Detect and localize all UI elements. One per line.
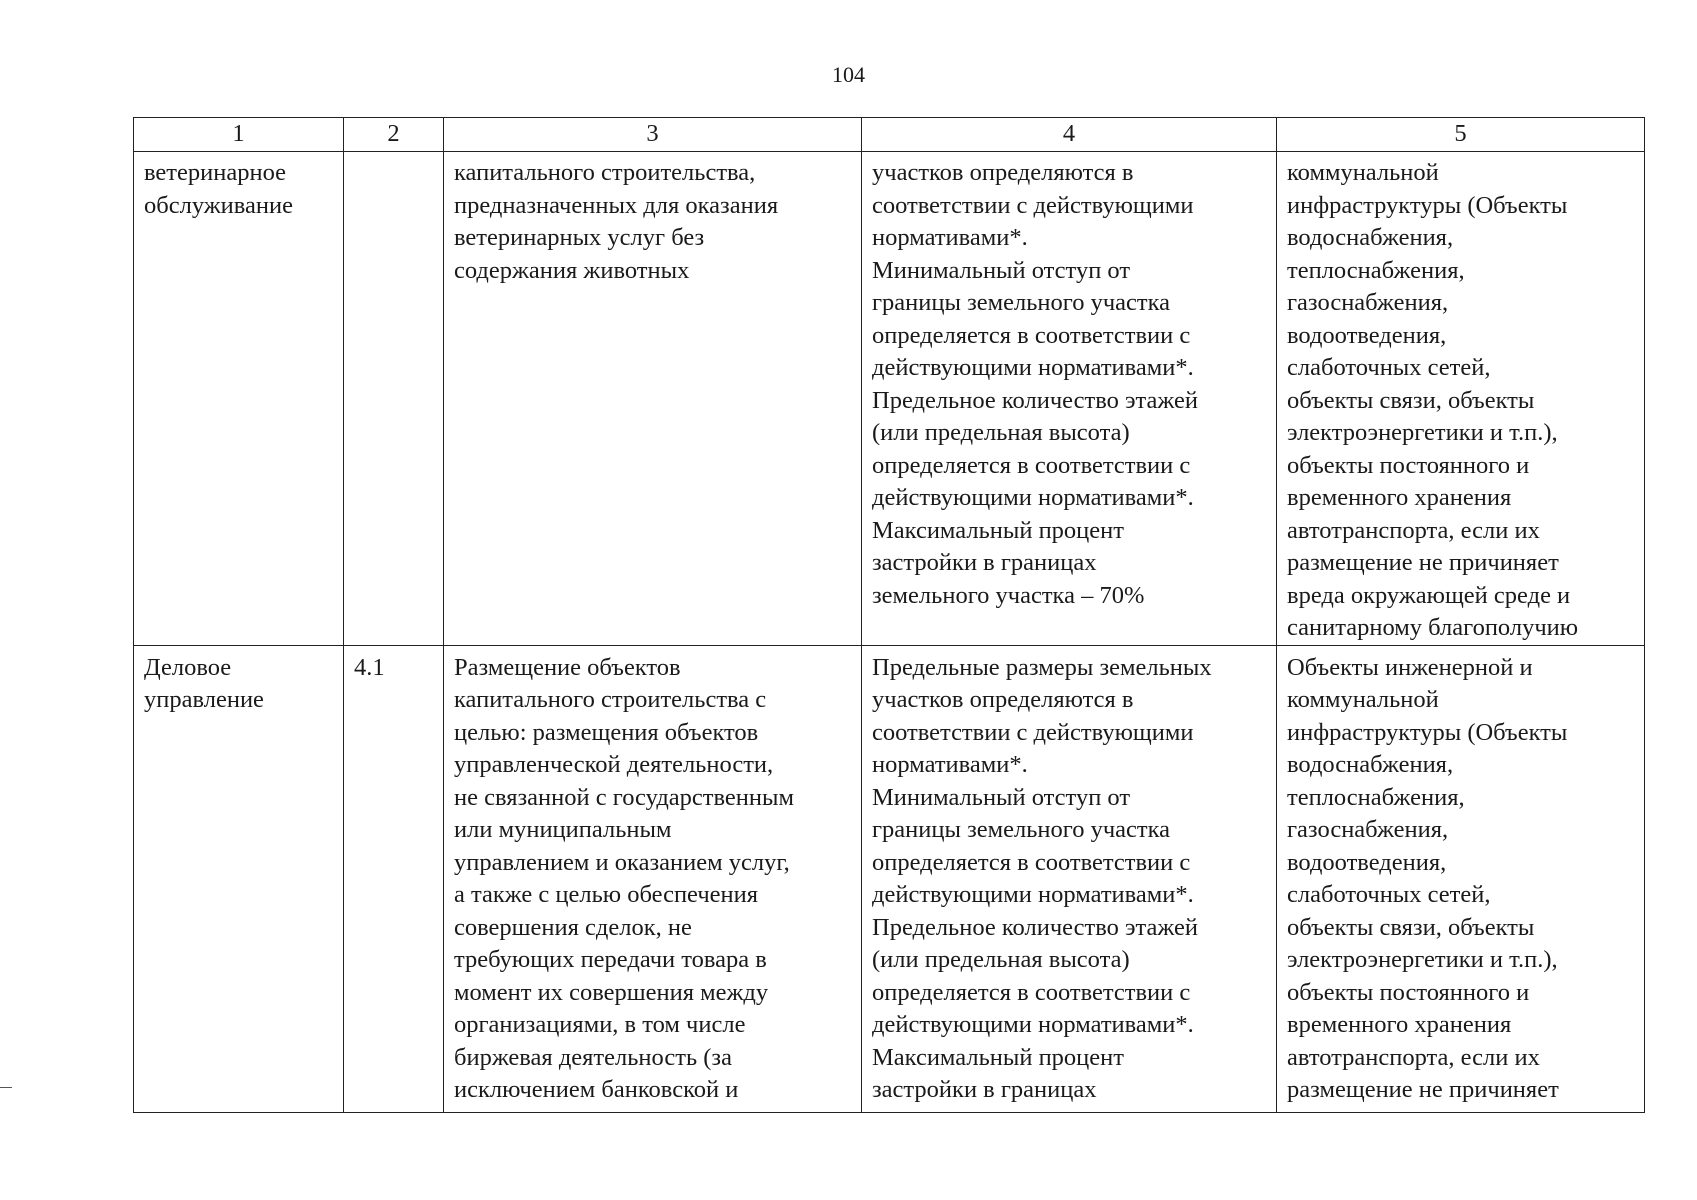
cell-use-code	[344, 152, 444, 646]
regulations-table	[133, 117, 1645, 1113]
cell-auxiliary-uses: коммунальной инфраструктуры (Объекты водоснабжения, теплоснабжения, газоснабжения, водоотведения, слаботочных сетей, объекты связи, объекты электроэнергетики и т.п.), объекты постоянного и временного хранения автотранспорта, если их размещение не причиняет вреда окружающей среде и санитарному благополучию	[1277, 152, 1645, 646]
table-row	[134, 645, 1645, 1112]
cell-use-code: 4.1	[344, 645, 444, 1112]
header-col-3: 3	[444, 118, 862, 152]
header-col-2: 2	[344, 118, 444, 152]
header-col-4: 4	[862, 118, 1277, 152]
header-col-5: 5	[1277, 118, 1645, 152]
cell-auxiliary-uses: Объекты инженерной и коммунальной инфраструктуры (Объекты водоснабжения, теплоснабжения, газоснабжения, водоотведения, слаботочных сетей, объекты связи, объекты электроэнергетики и т.п.), объекты постоянного и временного хранения автотранспорта, если их размещение не причиняет	[1277, 645, 1645, 1112]
table-row	[134, 152, 1645, 646]
page-number: 104	[832, 62, 865, 87]
cell-limit-parameters: Предельные размеры земельных участков определяются в соответствии с действующими нормативами*. Минимальный отступ от границы земельного участка определяется в соответствии с действующими нормативами*. Предельное количество этажей (или предельная высота) определяется в соответствии с действующими нормативами*. Максимальный процент застройки в границах	[862, 645, 1277, 1112]
table-header-row	[134, 118, 1645, 152]
cell-use-name: Деловое управление	[134, 645, 344, 1112]
cell-limit-parameters: участков определяются в соответствии с действующими нормативами*. Минимальный отступ от границы земельного участка определяется в соответствии с действующими нормативами*. Предельное количество этажей (или предельная высота) определяется в соответствии с действующими нормативами*. Максимальный процент застройки в границах земельного участка – 70%	[862, 152, 1277, 646]
margin-mark	[0, 1087, 12, 1088]
header-col-1: 1	[134, 118, 344, 152]
cell-use-description: капитального строительства, предназначенных для оказания ветеринарных услуг без содержания животных	[444, 152, 862, 646]
cell-use-description: Размещение объектов капитального строительства с целью: размещения объектов управленческой деятельности, не связанной с государственным или муниципальным управлением и оказанием услуг, а также с целью обеспечения совершения сделок, не требующих передачи товара в момент их совершения между организациями, в том числе биржевая деятельность (за исключением банковской и	[444, 645, 862, 1112]
cell-use-name: ветеринарное обслуживание	[134, 152, 344, 646]
